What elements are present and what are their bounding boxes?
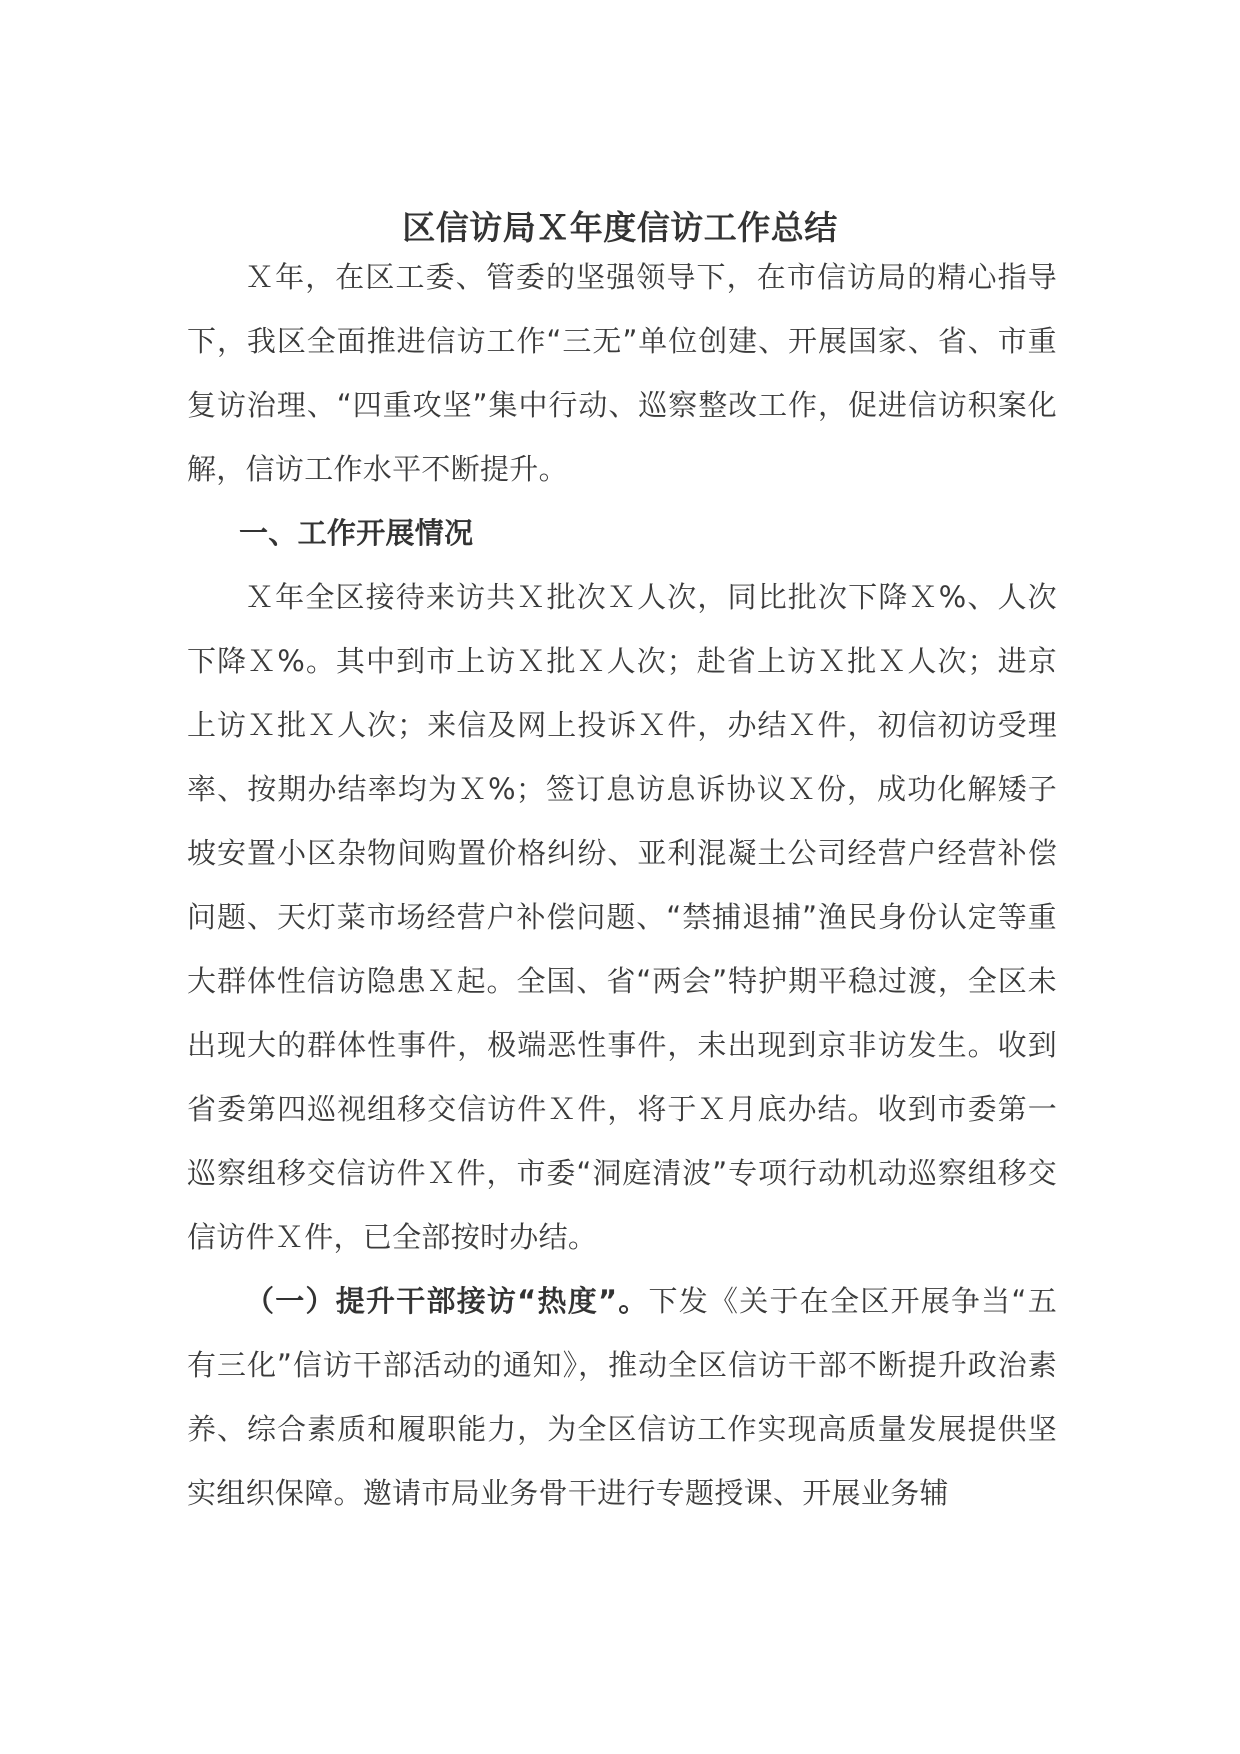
intro-paragraph: Ｘ年，在区工委、管委的坚强领导下，在市信访局的精心指导下，我区全面推进信访工作“三无”单位创建、开展国家、省、市重复访治理、“四重攻坚”集中行动、巡察整改工作，促进信访积案化解，信访工作水平不断提升。 [187, 260, 1057, 486]
subsection-lead: （一）提升干部接访“热度”。 [245, 1284, 649, 1318]
subsection-body: 下发《关于在全区开展争当“五有三化”信访干部活动的通知》，推动全区信访干部不断提升政治素养、综合素质和履职能力，为全区信访工作实现高质量发展提供坚实组织保障。邀请市局业务骨干进行专题授课、开展业务辅 [187, 1284, 1057, 1510]
subsection-paragraph [187, 1269, 1057, 1525]
document-title: 区信访局Ｘ年度信访工作总结 [402, 208, 838, 247]
document-body [187, 245, 1057, 1525]
section-heading: 一、工作开展情况 [239, 516, 474, 550]
section-paragraph: Ｘ年全区接待来访共Ｘ批次Ｘ人次，同比批次下降Ｘ%、人次下降Ｘ%。其中到市上访Ｘ批Ｘ人次；赴省上访Ｘ批Ｘ人次；进京上访Ｘ批Ｘ人次；来信及网上投诉Ｘ件，办结Ｘ件，初信初访受理率、按期办结率均为Ｘ%；签订息访息诉协议Ｘ份，成功化解矮子坡安置小区杂物间购置价格纠纷、亚利混凝土公司经营户经营补偿问题、天灯菜市场经营户补偿问题、“禁捕退捕”渔民身份认定等重大群体性信访隐患Ｘ起。全国、省“两会”特护期平稳过渡，全区未出现大的群体性事件，极端恶性事件，未出现到京非访发生。收到省委第四巡视组移交信访件Ｘ件，将于Ｘ月底办结。收到市委第一巡察组移交信访件Ｘ件，市委“洞庭清波”专项行动机动巡察组移交信访件Ｘ件，已全部按时办结。 [187, 580, 1057, 1254]
